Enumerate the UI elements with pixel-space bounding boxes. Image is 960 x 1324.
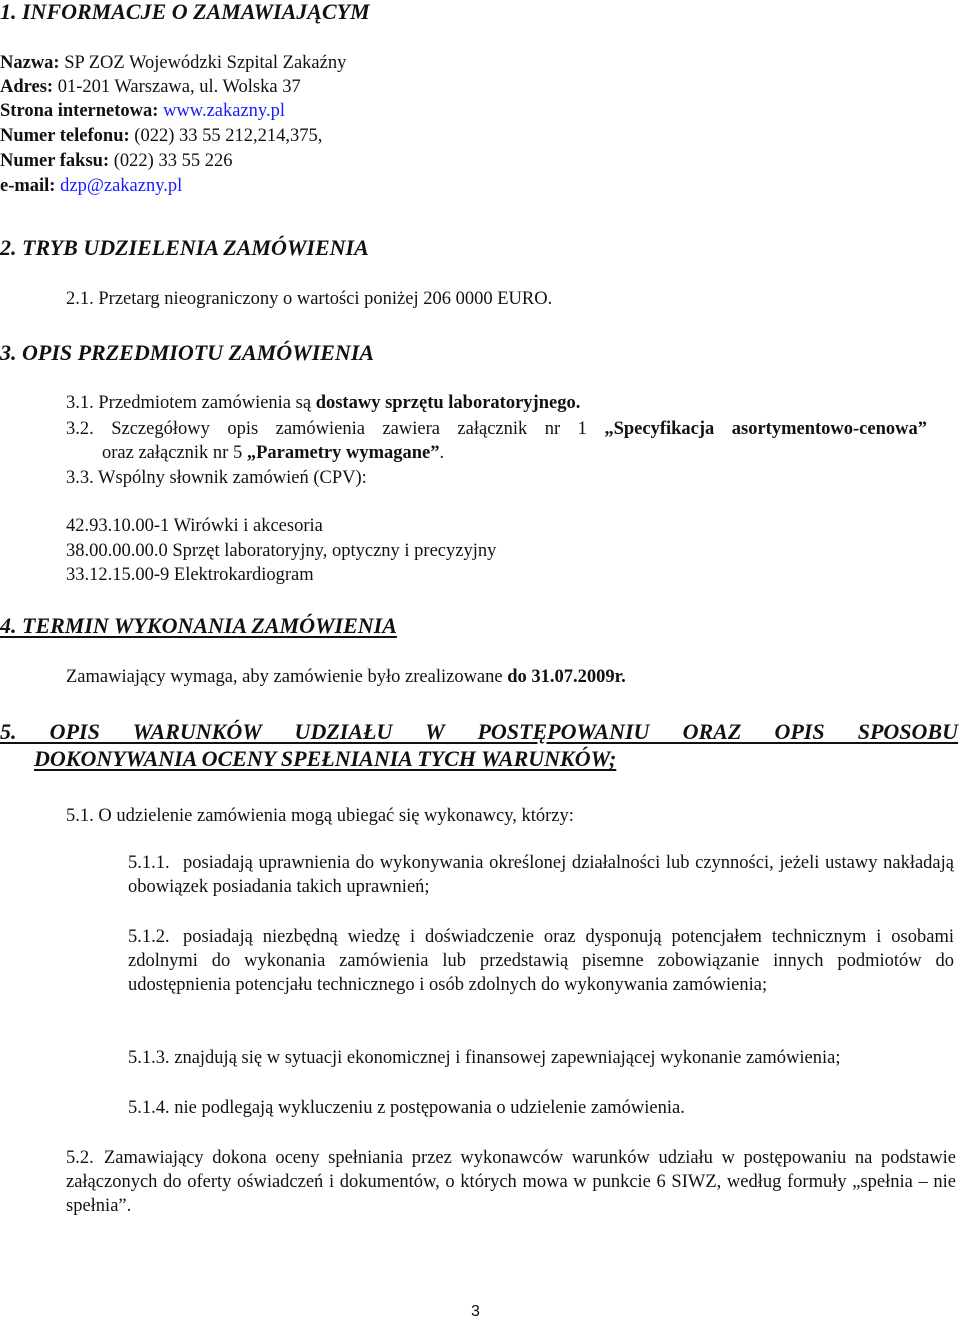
paragraph-3-3: 3.3. Wspólny słownik zamówień (CPV):	[66, 468, 367, 488]
paragraph-4	[66, 665, 626, 689]
section-5-heading-line-2: DOKONYWANIA OCENY SPEŁNIANIA TYCH WARUNKÓW;	[34, 746, 617, 771]
paragraph-5-1: 5.1. O udzielenie zamówienia mogą ubiegać się wykonawcy, którzy:	[66, 806, 574, 826]
fax-value: (022) 33 55 226	[113, 151, 233, 171]
paragraph-4-text: Zamawiający wymaga, aby zamówienie było zrealizowane	[66, 667, 508, 687]
email-label: e-mail:	[0, 176, 56, 196]
paragraph-2-1: 2.1. Przetarg nieograniczony o wartości poniżej 206 0000 EURO.	[66, 289, 553, 309]
phone-line	[0, 124, 322, 148]
deadline-date: do 31.07.2009r.	[507, 667, 626, 687]
paragraph-3-1	[66, 391, 580, 415]
paragraph-5-1-1: posiadają uprawnienia do wykonywania określonej działalności lub czynności, jeżeli ustawy nakładają obowiązek posiadania takich uprawnień;	[128, 853, 954, 897]
phone-label: Numer telefonu:	[0, 126, 130, 146]
website-link[interactable]: www.zakazny.pl	[163, 101, 285, 121]
section-3-heading-text: 3. OPIS PRZEDMIOTU ZAMÓWIENIA	[0, 340, 375, 365]
paragraph-5-1-4: 5.1.4. nie podlegają wykluczeniu z postępowania o udzielenie zamówienia.	[128, 1098, 685, 1118]
cpv-item: 42.93.10.00-1 Wirówki i akcesoria	[66, 516, 323, 536]
address-value: 01-201 Warszawa, ul. Wolska 37	[57, 77, 301, 97]
attachment-5-title: „Parametry wymagane”	[246, 443, 440, 463]
paragraph-3-2-line-2	[102, 441, 444, 465]
paragraph-5-1-2-number: 5.1.2.	[128, 927, 170, 947]
email-line	[0, 174, 182, 198]
section-2-heading	[0, 234, 369, 262]
paragraph-5-2: Zamawiający dokona oceny spełniania przez wykonawców warunków udziału w postępowaniu na podstawie załączonych do oferty oświadczeń i dokumentów, o których mowa w punkcie 6 SIWZ, według formuły „spełnia – nie spełnia”.	[66, 1148, 956, 1216]
email-link[interactable]: dzp@zakazny.pl	[60, 176, 183, 196]
paragraph-5-2-number: 5.2.	[66, 1148, 94, 1168]
fax-label: Numer faksu:	[0, 151, 110, 171]
website-label: Strona internetowa:	[0, 101, 159, 121]
name-value: SP ZOZ Wojewódzki Szpital Zakaźny	[64, 53, 347, 73]
name-line	[0, 51, 346, 75]
paragraph-3-1-bold: dostawy sprzętu laboratoryjnego.	[315, 393, 581, 413]
paragraph-5-1-3: 5.1.3. znajdują się w sytuacji ekonomicznej i finansowej zapewniającej wykonanie zamówienia;	[128, 1048, 841, 1068]
paragraph-3-2-text-2: oraz załącznik nr 5	[102, 443, 247, 463]
section-3-heading	[0, 339, 374, 367]
section-1-heading-text: 1. INFORMACJE O ZAMAWIAJĄCYM	[0, 0, 370, 24]
fax-line	[0, 149, 232, 173]
cpv-item: 38.00.00.00.0 Sprzęt laboratoryjny, optyczny i precyzyjny	[66, 541, 497, 561]
attachment-1-title: „Specyfikacja asortymentowo-cenowa”	[604, 419, 927, 439]
section-4-heading	[0, 612, 397, 640]
section-1-heading	[0, 0, 370, 26]
address-line	[0, 75, 301, 99]
paragraph-5-1-2: posiadają niezbędną wiedzę i doświadczenie oraz dysponują potencjałem technicznym i osobami zdolnymi do wykonania zamówienia lub przedstawią pisemne zobowiązanie innych podmiotów do udostępnienia potencjału technicznego i osób zdolnych do wykonywania zamówienia;	[128, 927, 954, 995]
paragraph-3-2-line-1	[66, 417, 927, 441]
cpv-item: 33.12.15.00-9 Elektrokardiogram	[66, 565, 314, 585]
paragraph-3-1-text: 3.1. Przedmiotem zamówienia są	[66, 393, 316, 413]
section-2-heading-text: 2. TRYB UDZIELENIA ZAMÓWIENIA	[0, 235, 369, 260]
address-label: Adres:	[0, 77, 54, 97]
paragraph-3-2-text: 3.2. Szczegółowy opis zamówienia zawiera załącznik nr 1	[66, 419, 605, 439]
website-line	[0, 99, 285, 123]
paragraph-5-1-1-number: 5.1.1.	[128, 853, 170, 873]
section-4-heading-text: 4. TERMIN WYKONANIA ZAMÓWIENIA	[0, 613, 397, 638]
page-number: 3	[471, 1303, 480, 1320]
section-5-heading-line-1: 5. OPIS WARUNKÓW UDZIAŁU W POSTĘPOWANIU ORAZ OPIS SPOSOBU	[0, 719, 958, 744]
paragraph-3-2-end: .	[439, 443, 445, 463]
phone-value: (022) 33 55 212,214,375,	[134, 126, 323, 146]
name-label: Nazwa:	[0, 53, 60, 73]
